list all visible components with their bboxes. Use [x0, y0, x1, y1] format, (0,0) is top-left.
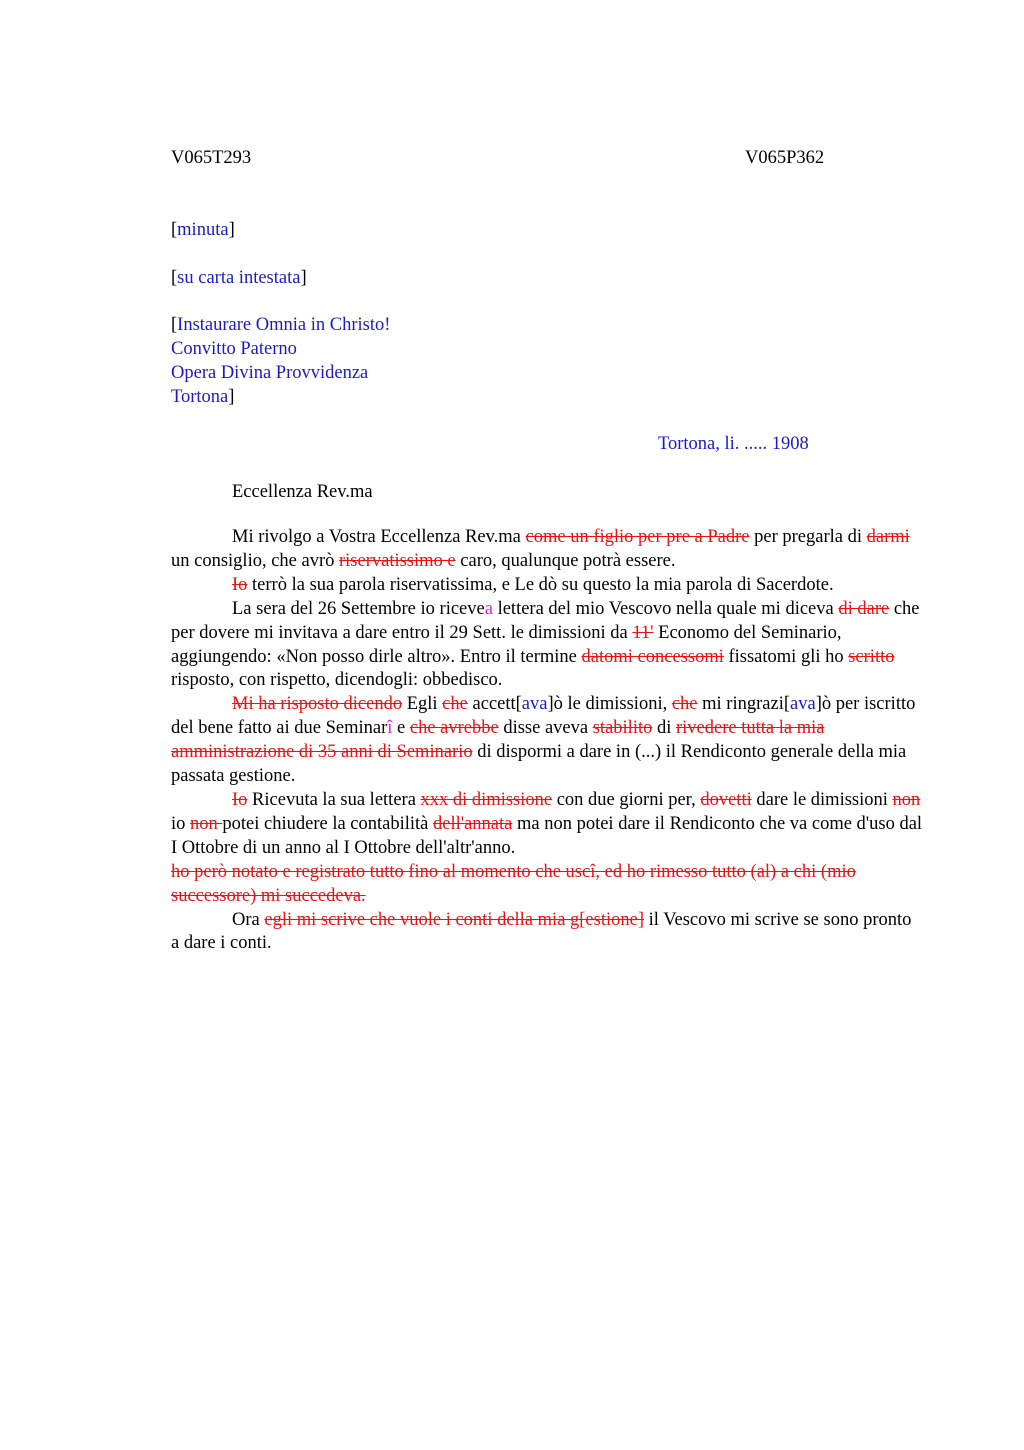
editorial-insertion: ava — [790, 694, 816, 715]
deleted-text: 11' — [632, 622, 654, 643]
text-run: il Vescovo mi scrive se sono pronto a dare i conti. — [171, 909, 912, 954]
paragraph-5 — [171, 789, 923, 861]
text-run: ma non potei dare il Rendiconto che va come d'uso dal I Ottobre di un anno al I Ottobre dell'altr'anno. — [171, 813, 923, 858]
text-run: dare le dimissioni — [751, 789, 893, 810]
paragraph-6 — [171, 861, 923, 909]
note-carta-intestata: [su carta intestata] — [171, 268, 307, 288]
text-run: La sera del 26 Settembre io riceve — [232, 598, 485, 619]
deleted-text: dell'annata — [433, 813, 513, 834]
paragraph-1 — [171, 526, 923, 574]
text-run: Ora — [232, 909, 265, 930]
deleted-text: dovetti — [700, 789, 752, 810]
paragraph-7 — [171, 909, 923, 957]
text-run: terrò la sua parola riservatissima, e Le dò su questo la mia parola di Sacerdote. — [247, 574, 834, 595]
text-run: Ricevuta la sua lettera — [247, 789, 421, 810]
paragraph-3 — [171, 598, 923, 694]
paragraph-2 — [171, 574, 923, 598]
text-run: Mi rivolgo a Vostra Eccellenza Rev.ma — [232, 527, 526, 547]
document-code-left: V065T293 — [171, 148, 252, 168]
text-run: Economo del Seminario, aggiungendo: «Non posso dirle altro». Entro il termine — [171, 622, 842, 667]
text-run: un consiglio, che avrò — [171, 550, 339, 571]
deleted-text: non — [190, 813, 223, 834]
text-run: e — [392, 718, 410, 739]
letterhead-line-4: Tortona — [171, 387, 229, 407]
deleted-text: non — [892, 789, 921, 810]
deleted-text: Io — [232, 789, 248, 810]
text-run: disse aveva — [498, 718, 593, 739]
deleted-text: rivedere tutta la mia amministrazione di 35 anni di Seminario — [171, 718, 825, 763]
letter-date: Tortona, li. ..... 1908 — [658, 434, 809, 454]
deleted-text: come un figlio per pre a Padre — [525, 527, 750, 547]
deleted-text: riservatissimo e — [339, 550, 456, 571]
text-run: io — [171, 813, 191, 834]
deleted-text: egli mi scrive che vuole i conti della mia g[estione] — [264, 909, 644, 930]
deleted-text: scritto — [848, 646, 895, 667]
deleted-text: Mi ha risposto dicendo — [232, 694, 403, 715]
deleted-text: che — [671, 694, 698, 715]
editorial-insertion: ava — [521, 694, 548, 715]
deleted-text: che — [442, 694, 468, 715]
document-code-right: V065P362 — [745, 148, 825, 168]
deleted-text: darmi — [866, 527, 910, 547]
deleted-text: di dare — [838, 598, 890, 619]
text-run: di dispormi a dare in (...) il Rendiconto generale della mia passata gestione. — [171, 742, 907, 787]
text-run: ]ò le dimissioni, — [547, 694, 672, 715]
text-run: caro, qualunque potrà essere. — [455, 550, 676, 571]
text-run: mi ringrazi[ — [697, 694, 790, 715]
note-carta-text: su carta intestata — [177, 268, 301, 288]
letterhead-line-1: Instaurare Omnia in Christo! — [177, 315, 391, 335]
text-run: potei chiudere la contabilità — [222, 813, 433, 834]
text-run: con due giorni per, — [552, 789, 701, 810]
text-run: risposto, con rispetto, dicendogli: obbedisco. — [171, 670, 503, 691]
deleted-text: stabilito — [592, 718, 653, 739]
salutation: Eccellenza Rev.ma — [232, 482, 373, 502]
inserted-letter: a — [484, 598, 493, 619]
text-run: ]ò per iscritto del bene fatto ai due Seminar — [171, 694, 916, 739]
paragraph-4 — [171, 693, 923, 789]
note-minuta-text: minuta — [177, 220, 229, 240]
inserted-letter: î — [387, 718, 393, 739]
note-minuta: [minuta] — [171, 220, 235, 240]
deleted-text: ho però notato e registrato tutto fino al momento che uscî, ed ho rimesso tutto (al) a chi (mio successore) mi succedeva. — [171, 861, 856, 906]
text-run: fissatomi gli ho — [723, 646, 849, 667]
text-run: Egli — [402, 694, 443, 715]
deleted-text: xxx di dimissione — [420, 789, 553, 810]
text-run: accett[ — [467, 694, 522, 715]
text-run: per pregarla di — [749, 527, 867, 547]
deleted-text: datomi concessomi — [581, 646, 724, 667]
letterhead: [Instaurare Omnia in Christo! Convitto Paterno Opera Divina Provvidenza Tortona] — [171, 315, 391, 407]
text-run: di — [652, 718, 676, 739]
letter-body — [171, 526, 923, 956]
text-run: che per dovere mi invitava a dare entro il 29 Sett. le dimissioni da — [171, 598, 920, 643]
letterhead-line-3: Opera Divina Provvidenza — [171, 363, 369, 383]
letterhead-line-2: Convitto Paterno — [171, 339, 297, 359]
text-run: lettera del mio Vescovo nella quale mi diceva — [492, 598, 839, 619]
deleted-text: Io — [232, 574, 248, 595]
deleted-text: che avrebbe — [409, 718, 499, 739]
